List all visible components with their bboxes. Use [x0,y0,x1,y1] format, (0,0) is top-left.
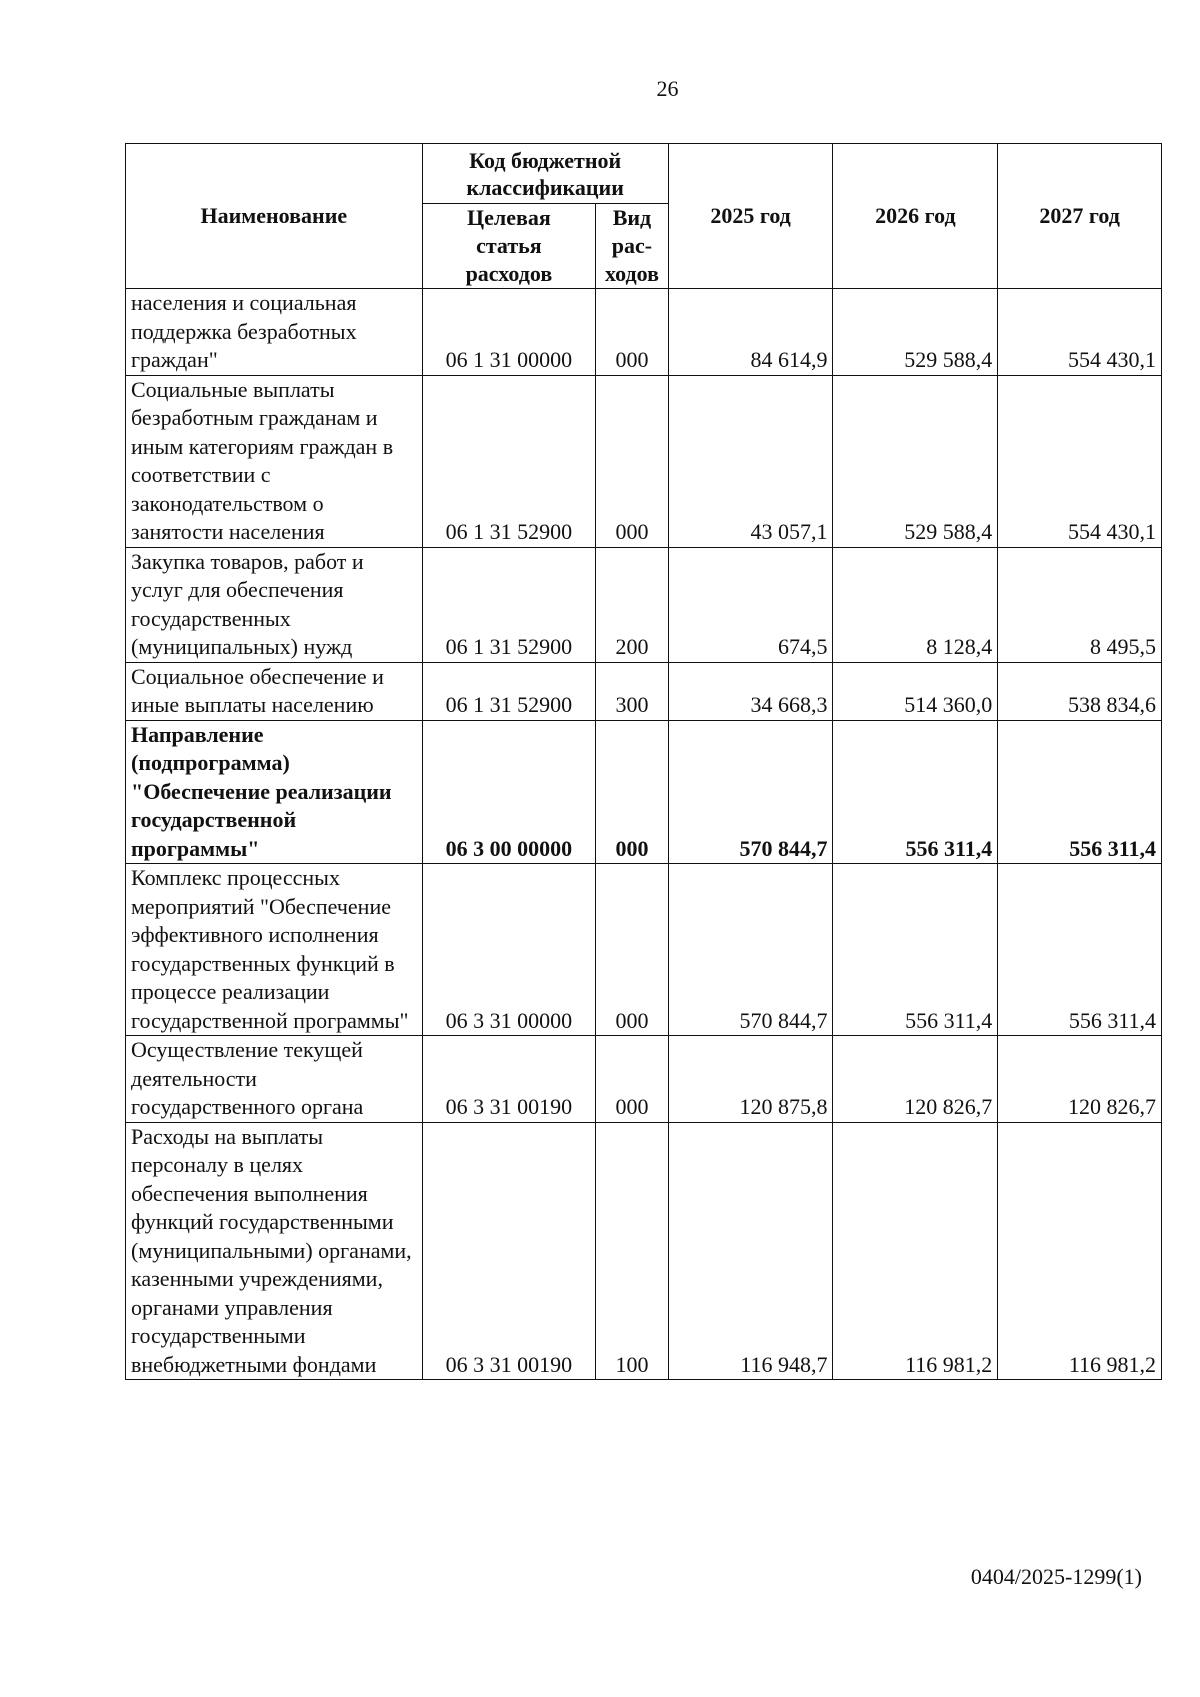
row-expense-kind: 000 [596,1036,669,1123]
row-name: Направление (подпрограмма) "Обеспечение реализации государственной программы" [126,720,423,864]
row-value-2025: 570 844,7 [668,864,833,1036]
row-expense-kind: 000 [596,864,669,1036]
budget-table [125,143,1162,1380]
row-value-2027: 554 430,1 [998,375,1162,547]
row-target-code: 06 1 31 00000 [422,289,596,376]
row-name: Осуществление текущей деятельности государственного органа [126,1036,423,1123]
row-expense-kind: 000 [596,375,669,547]
row-value-2027: 554 430,1 [998,289,1162,376]
row-target-code: 06 3 31 00000 [422,864,596,1036]
row-name: Социальные выплаты безработным гражданам и иным категориям граждан в соответствии с законодательством о занятости населения [126,375,423,547]
row-expense-kind: 100 [596,1122,669,1380]
table-row [126,720,1162,864]
table-row [126,289,1162,376]
row-expense-kind: 000 [596,289,669,376]
row-target-code: 06 1 31 52900 [422,547,596,662]
header-2026: 2026 год [833,144,998,289]
row-expense-kind: 000 [596,720,669,864]
row-value-2026: 8 128,4 [833,547,998,662]
row-value-2026: 556 311,4 [833,864,998,1036]
row-value-2026: 116 981,2 [833,1122,998,1380]
row-value-2026: 514 360,0 [833,662,998,720]
header-kind: Вид рас-ходов [596,204,669,289]
row-value-2027: 8 495,5 [998,547,1162,662]
row-value-2027: 538 834,6 [998,662,1162,720]
row-value-2027: 116 981,2 [998,1122,1162,1380]
row-value-2027: 120 826,7 [998,1036,1162,1123]
row-value-2026: 529 588,4 [833,289,998,376]
row-expense-kind: 300 [596,662,669,720]
table-row [126,662,1162,720]
row-value-2026: 120 826,7 [833,1036,998,1123]
table-row [126,547,1162,662]
header-target: Целевая статья расходов [422,204,596,289]
table-row [126,375,1162,547]
header-code-group: Код бюджетной классификации [422,144,668,204]
row-value-2025: 84 614,9 [668,289,833,376]
row-name: Расходы на выплаты персоналу в целях обеспечения выполнения функций государственными (муниципальными) органами, казенными учреждениями, органами управления государственными внебюджетными фондами [126,1122,423,1380]
row-target-code: 06 1 31 52900 [422,375,596,547]
row-target-code: 06 3 31 00190 [422,1036,596,1123]
row-expense-kind: 200 [596,547,669,662]
row-target-code: 06 3 00 00000 [422,720,596,864]
row-target-code: 06 3 31 00190 [422,1122,596,1380]
header-name: Наименование [126,144,423,289]
row-value-2026: 529 588,4 [833,375,998,547]
row-value-2026: 556 311,4 [833,720,998,864]
table-row [126,1122,1162,1380]
page-number: 26 [656,76,679,101]
row-value-2025: 43 057,1 [668,375,833,547]
header-2027: 2027 год [998,144,1162,289]
document-code: 0404/2025-1299(1) [970,1564,1142,1589]
table-row [126,1036,1162,1123]
row-value-2025: 674,5 [668,547,833,662]
row-value-2027: 556 311,4 [998,720,1162,864]
row-target-code: 06 1 31 52900 [422,662,596,720]
row-value-2025: 120 875,8 [668,1036,833,1123]
header-2025: 2025 год [668,144,833,289]
row-value-2027: 556 311,4 [998,864,1162,1036]
row-value-2025: 116 948,7 [668,1122,833,1380]
row-name: Социальное обеспечение и иные выплаты населению [126,662,423,720]
row-value-2025: 570 844,7 [668,720,833,864]
row-name: Закупка товаров, работ и услуг для обеспечения государственных (муниципальных) нужд [126,547,423,662]
row-value-2025: 34 668,3 [668,662,833,720]
table-row [126,864,1162,1036]
row-name: населения и социальная поддержка безработных граждан" [126,289,423,376]
row-name: Комплекс процессных мероприятий "Обеспечение эффективного исполнения государственных функций в процессе реализации государственной программы" [126,864,423,1036]
